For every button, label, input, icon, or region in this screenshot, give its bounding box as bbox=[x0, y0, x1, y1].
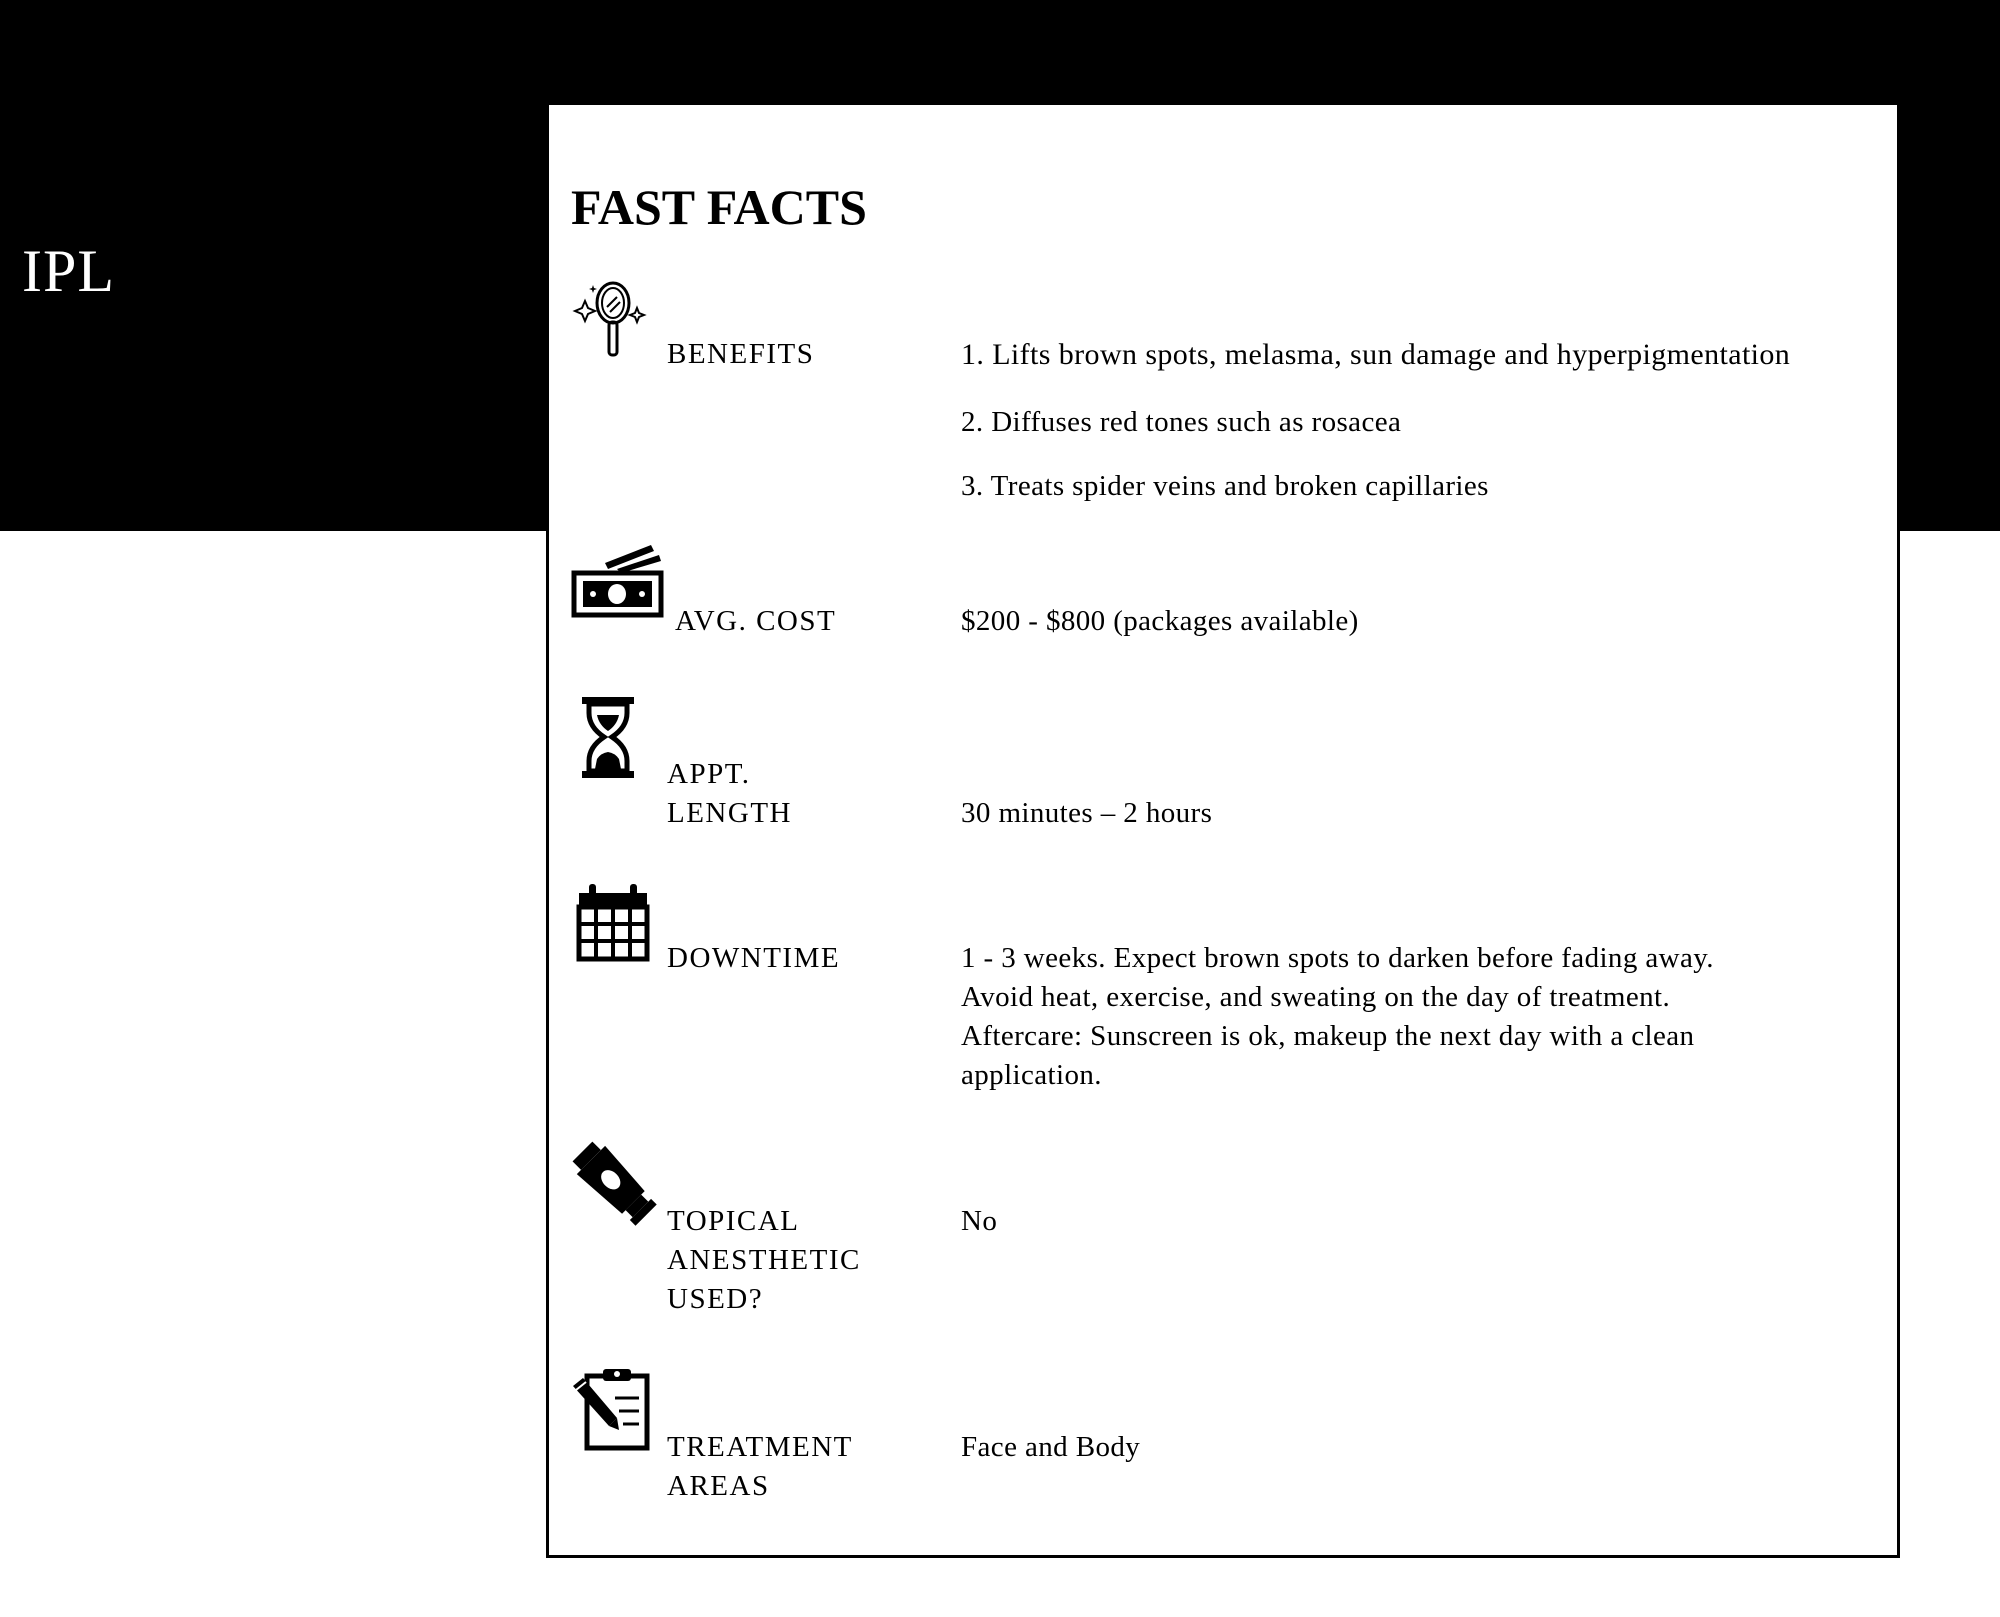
card-title: FAST FACTS bbox=[571, 179, 867, 235]
downtime-line: Avoid heat, exercise, and sweating on the day of treatment. bbox=[961, 981, 1671, 1013]
benefit-item: 1. Lifts brown spots, melasma, sun damage and hyperpigmentation bbox=[961, 338, 1791, 371]
downtime-value bbox=[961, 939, 1881, 1095]
benefits-label: BENEFITS bbox=[667, 338, 815, 370]
cost-value: $200 - $800 (packages available) bbox=[961, 605, 1359, 637]
hand-mirror-sparkle-icon bbox=[571, 275, 651, 365]
areas-value: Face and Body bbox=[961, 1431, 1141, 1463]
anesthetic-label: TOPICAL ANESTHETIC USED? bbox=[667, 1205, 861, 1315]
service-title: IPL bbox=[22, 238, 115, 304]
clipboard-pencil-icon bbox=[571, 1368, 651, 1458]
cash-bills-icon bbox=[571, 545, 651, 635]
cost-label: AVG. COST bbox=[675, 605, 837, 637]
downtime-label: DOWNTIME bbox=[667, 942, 841, 974]
fast-facts-card bbox=[546, 102, 1900, 1558]
hourglass-icon bbox=[571, 695, 651, 785]
ointment-tube-icon bbox=[571, 1140, 651, 1230]
calendar-icon bbox=[571, 883, 651, 973]
appointment-label: APPT. LENGTH bbox=[667, 758, 792, 829]
appointment-value: 30 minutes – 2 hours bbox=[961, 797, 1213, 829]
benefit-item: 2. Diffuses red tones such as rosacea bbox=[961, 406, 1402, 438]
anesthetic-value: No bbox=[961, 1205, 998, 1237]
downtime-line: Aftercare: Sunscreen is ok, makeup the next day with a clean bbox=[961, 1020, 1695, 1052]
areas-label: TREATMENT AREAS bbox=[667, 1431, 853, 1502]
downtime-line: 1 - 3 weeks. Expect brown spots to darken before fading away. bbox=[961, 942, 1714, 974]
downtime-line: application. bbox=[961, 1059, 1102, 1091]
benefit-item: 3. Treats spider veins and broken capillaries bbox=[961, 470, 1489, 502]
